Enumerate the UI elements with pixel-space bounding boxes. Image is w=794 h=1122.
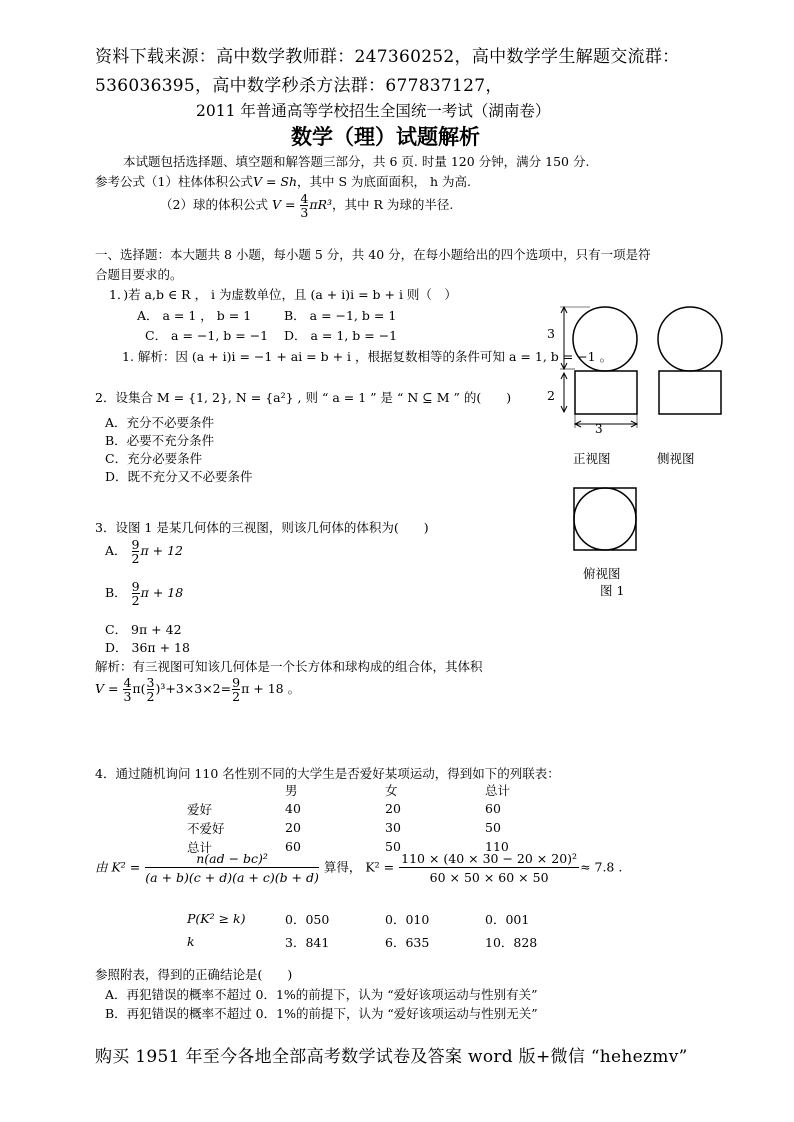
dim-label-2-height: 2 (547, 388, 555, 403)
q2-stem: 2．设集合 M = {1, 2}, N = {a²} , 则 “ a = 1 ” 是 “ N ⊆ M ” 的( ) (95, 390, 512, 405)
q2-option-d: D．既不充分又不必要条件 (105, 469, 253, 484)
table-header-total: 总计 (485, 782, 511, 798)
critical-value-table (187, 907, 555, 953)
ref2-lhs: V = (271, 197, 296, 213)
q3-volume-formula (95, 676, 300, 703)
q4-closing: 参照附表，得到的正确结论是( ) (95, 967, 293, 982)
q3-f3-num: 9 (232, 675, 241, 690)
table-cell: P(K² ≥ k) (187, 911, 246, 926)
ref2-rhs: πR³ (309, 197, 333, 213)
table-cell: 60 (285, 839, 301, 854)
chi-square-formula (95, 852, 622, 884)
q3-f2-num: 3 (146, 675, 155, 690)
q3-f2-den: 2 (146, 689, 155, 705)
table-row (187, 930, 555, 953)
table-cell: 40 (285, 801, 301, 816)
q3-a-fraction (132, 538, 140, 565)
header-line-1: 资料下载来源：高中数学教师群：247360252，高中数学学生解题交流群： (95, 47, 680, 67)
q3-f1-den: 3 (123, 689, 132, 705)
intro-text: 本试题包括选择题、填空题和解答题三部分，共 6 页. 时量 120 分钟，满分 150 分. (123, 154, 590, 169)
ref2-prefix: （2）球的体积公式 (160, 197, 268, 213)
q2-option-b: B．必要不充分条件 (105, 433, 215, 448)
table-cell: 30 (385, 820, 401, 835)
table-cell: 不爱好 (187, 820, 225, 836)
front-view-sphere (573, 307, 637, 371)
ref2-denominator: 3 (300, 205, 309, 221)
q3-option-c: C． 9π + 42 (105, 622, 182, 637)
section-heading-line-2: 合题目要求的。 (95, 267, 183, 282)
q1-stem: 1．)若 a,b ∈ R ， i 为虚数单位，且 (a + i)i = b + i 则（ ） (109, 287, 457, 302)
header-line-2: 536036395，高中数学秒杀方法群：677837127， (95, 76, 503, 96)
table-row (187, 818, 545, 837)
side-view-label: 侧视图 (657, 451, 695, 466)
ref2-suffix: ，其中 R 为球的半径. (332, 197, 454, 213)
reference-formula-2 (160, 192, 453, 219)
k2-general-fraction (145, 852, 319, 884)
q3-formula-part-3: π + 18 。 (241, 681, 301, 697)
table-cell: k (187, 934, 195, 949)
q3-b-num: 9 (131, 579, 140, 594)
q3-option-d: D． 36π + 18 (105, 640, 190, 655)
table-cell: 0．010 (385, 911, 430, 927)
q1-option-c: C． a = −1, b = −1 (145, 328, 269, 343)
k2-middle-text: 算得， K² = (323, 859, 395, 875)
dim-label-3-height: 3 (547, 326, 555, 341)
table-cell: 爱好 (187, 801, 213, 817)
exam-title: 2011 年普通高等学校招生全国统一考试（湖南卷） (196, 102, 551, 120)
k2-computed-numerator: 110 × (40 × 30 − 20 × 20)² (401, 851, 578, 866)
q3-a-num: 9 (131, 537, 140, 552)
table-header-male: 男 (285, 782, 298, 798)
table-header-row (187, 780, 545, 799)
ref1-formula: V = Sh (252, 174, 298, 189)
table-cell: 6．635 (385, 934, 430, 950)
q1-option-d: D． a = 1, b = −1 (284, 328, 398, 343)
q3-stem: 3．设图 1 是某几何体的三视图，则该几何体的体积为( ) (95, 520, 429, 535)
q3-formula-part-2: )³+3×3×2= (155, 681, 232, 697)
k2-computed-fraction (399, 852, 579, 884)
table-cell: 20 (385, 801, 401, 816)
table-row (187, 799, 545, 818)
q2-option-a: A．充分不必要条件 (105, 415, 215, 430)
front-view-box (575, 371, 637, 414)
q3-formula-frac-2 (147, 676, 155, 703)
table-cell: 50 (485, 820, 501, 835)
q1-option-b: B． a = −1, b = 1 (284, 308, 397, 323)
q4-stem: 4．通过随机询问 110 名性别不同的大学生是否爱好某项运动，得到如下的列联表： (95, 766, 560, 781)
q3-b-den: 2 (131, 593, 140, 609)
q1-solution: 1. 解析：因 (a + i)i = −1 + ai = b + i ，根据复数相等的条件可知 a = 1, b = −1 。 (122, 349, 613, 364)
q3-b-letter: B． (105, 585, 127, 601)
table-cell: 20 (285, 820, 301, 835)
side-view-sphere (658, 307, 722, 371)
top-view-circle (574, 488, 636, 550)
q1-option-a: A． a = 1 ， b = 1 (137, 308, 252, 323)
three-view-figure (540, 295, 740, 605)
front-view-label: 正视图 (573, 451, 611, 466)
section-heading-line-1: 一、选择题：本大题共 8 小题，每小题 5 分，共 40 分，在每小题给出的四个选项中，只有一项是符 (95, 247, 651, 262)
q3-a-rest: π + 12 (140, 543, 184, 559)
q3-option-a (105, 538, 183, 565)
q3-a-letter: A． (105, 543, 127, 559)
table-cell: 110 (485, 839, 509, 854)
q3-formula-part-1: π( (132, 681, 146, 697)
table-cell (187, 780, 285, 799)
q2-option-c: C．充分必要条件 (105, 451, 203, 466)
ref1-prefix: 参考公式（1）柱体体积公式 (95, 174, 253, 189)
k2-prefix: 由 K² = (95, 859, 141, 875)
q3-formula-frac-1 (123, 676, 131, 703)
reference-formula-1 (95, 172, 471, 190)
figure-caption: 图 1 (600, 583, 625, 598)
table-cell: 10．828 (485, 934, 538, 950)
table-header-female: 女 (385, 782, 398, 798)
contingency-table (187, 780, 545, 856)
q3-solution: 解析：有三视图可知该几何体是一个长方体和球构成的组合体，其体积 (95, 659, 483, 674)
q4-option-a: A．再犯错误的概率不超过 0．1%的前提下，认为 “爱好该项运动与性别有关” (105, 987, 538, 1002)
q3-formula-lhs: V = (95, 681, 119, 697)
table-row (187, 907, 555, 930)
k2-result: ≈ 7.8 . (580, 859, 623, 875)
ref2-numerator: 4 (300, 191, 309, 206)
q4-option-b: B．再犯错误的概率不超过 0．1%的前提下，认为 “爱好该项运动与性别无关” (105, 1006, 538, 1021)
q3-b-rest: π + 18 (140, 585, 184, 601)
table-cell: 0．001 (485, 911, 530, 927)
q3-b-fraction (132, 580, 140, 607)
table-cell: 总计 (187, 839, 213, 855)
top-view-label: 俯视图 (583, 566, 621, 581)
side-view-box (659, 371, 721, 414)
footer-text: 购买 1951 年至今各地全部高考数学试卷及答案 word 版+微信 “hehezmv” (95, 1047, 688, 1067)
k2-general-numerator: n(ad − bc)² (196, 851, 268, 866)
dim-label-3-width: 3 (595, 422, 603, 436)
q3-formula-frac-3 (232, 676, 240, 703)
table-cell: 50 (385, 839, 401, 854)
q3-option-b (105, 580, 183, 607)
table-cell: 60 (485, 801, 501, 816)
table-cell: 0．050 (285, 911, 330, 927)
exam-subtitle: 数学（理）试题解析 (291, 124, 480, 149)
k2-computed-denominator: 60 × 50 × 60 × 50 (399, 867, 579, 884)
ref2-fraction (300, 192, 308, 219)
k2-general-denominator: (a + b)(c + d)(a + c)(b + d) (145, 867, 319, 884)
q3-f3-den: 2 (232, 689, 241, 705)
q3-a-den: 2 (131, 551, 140, 567)
q3-f1-num: 4 (123, 675, 132, 690)
ref1-suffix: ，其中 S 为底面面积， h 为高. (297, 174, 472, 189)
table-cell: 3．841 (285, 934, 330, 950)
